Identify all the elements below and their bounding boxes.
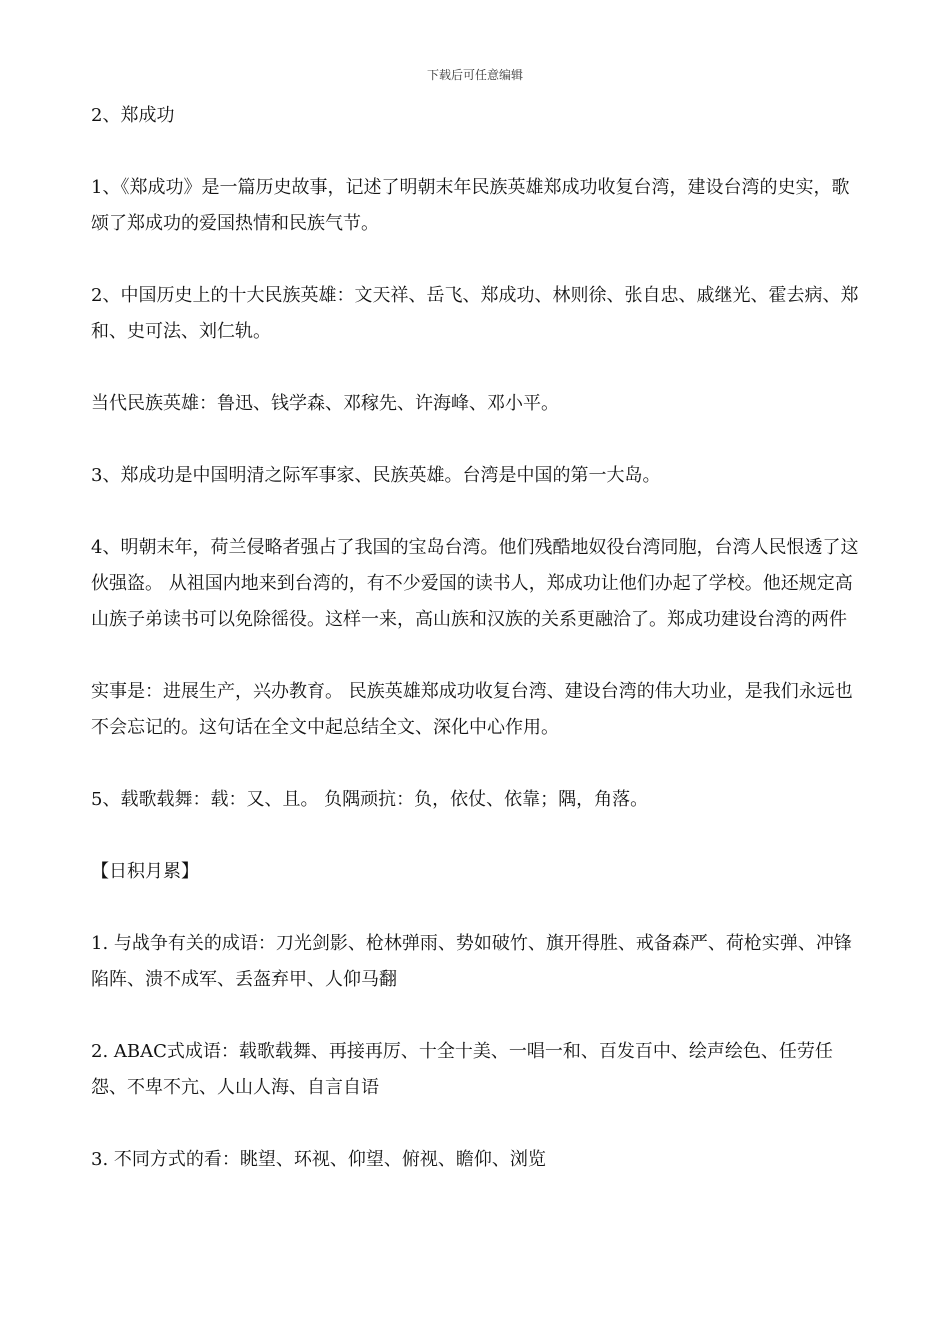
paragraph: 2. ABAC式成语：载歌载舞、再接再厉、十全十美、一唱一和、百发百中、绘声绘色、任劳任怨、不卑不亢、人山人海、自言自语	[91, 1041, 833, 1098]
paragraph: 2、中国历史上的十大民族英雄：文天祥、岳飞、郑成功、林则徐、张自忠、戚继光、霍去病、郑和、史可法、刘仁轨。	[91, 285, 859, 342]
section-heading: 【日积月累】	[91, 861, 199, 882]
section-title: 2、郑成功	[91, 105, 175, 126]
paragraph: 3、郑成功是中国明清之际军事家、民族英雄。台湾是中国的第一大岛。	[91, 465, 661, 486]
paragraph: 1、《郑成功》是一篇历史故事，记述了明朝末年民族英雄郑成功收复台湾，建设台湾的史实，歌颂了郑成功的爱国热情和民族气节。	[91, 177, 850, 234]
document-body	[91, 98, 866, 1214]
paragraph: 4、明朝末年，荷兰侵略者强占了我国的宝岛台湾。他们残酷地奴役台湾同胞，台湾人民恨透了这伙强盗。 从祖国内地来到台湾的，有不少爱国的读书人，郑成功让他们办起了学校。他还规定高山族子弟读书可以免除徭役。这样一来，高山族和汉族的关系更融洽了。郑成功建设台湾的两件	[91, 537, 859, 630]
paragraph: 实事是：进展生产，兴办教育。 民族英雄郑成功收复台湾、建设台湾的伟大功业，是我们永远也不会忘记的。这句话在全文中起总结全文、深化中心作用。	[91, 681, 853, 738]
page-header: 下载后可任意编辑	[426, 68, 523, 82]
paragraph: 1. 与战争有关的成语：刀光剑影、枪林弹雨、势如破竹、旗开得胜、戒备森严、荷枪实弹、冲锋陷阵、溃不成军、丢盔弃甲、人仰马翻	[91, 933, 852, 990]
paragraph: 当代民族英雄：鲁迅、钱学森、邓稼先、许海峰、邓小平。	[91, 393, 559, 414]
paragraph: 5、载歌载舞：载：又、且。 负隅顽抗：负，依仗、依靠；隅，角落。	[91, 789, 649, 810]
paragraph: 3. 不同方式的看：眺望、环视、仰望、俯视、瞻仰、浏览	[91, 1149, 546, 1170]
